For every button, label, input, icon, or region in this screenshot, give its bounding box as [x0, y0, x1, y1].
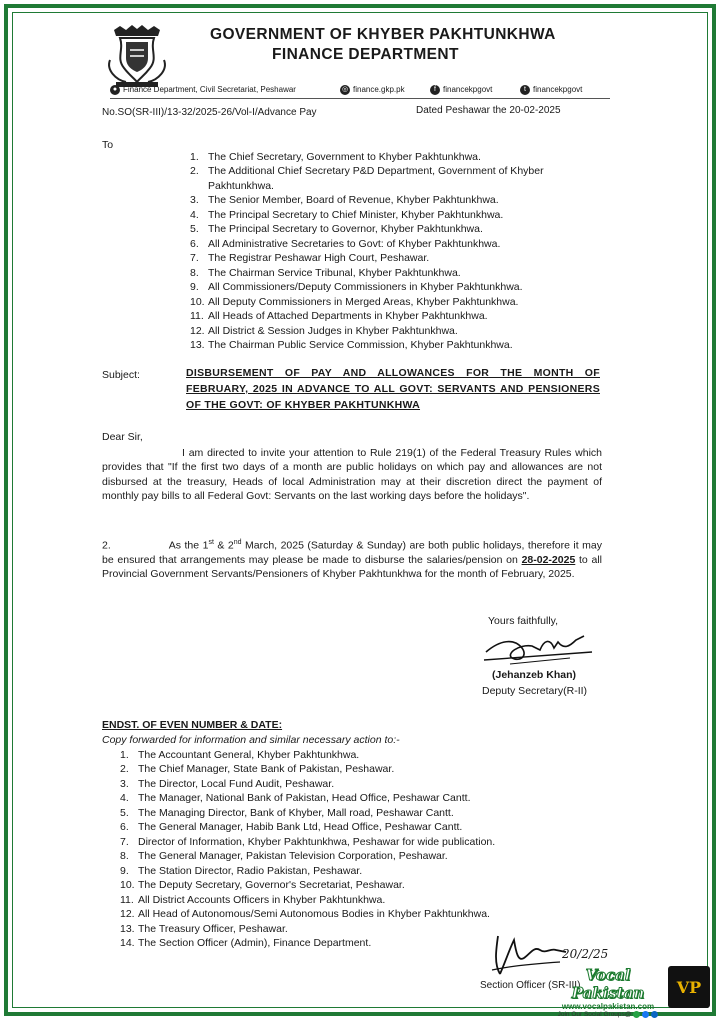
list-item: 9. The Station Director, Radio Pakistan, Peshawar.: [120, 864, 363, 877]
recipient-list: [190, 150, 600, 353]
header-subtitle: FINANCE DEPARTMENT: [272, 46, 459, 63]
deputy-secretary-signature: [480, 630, 600, 670]
twitter-text: financekpgovt: [533, 85, 583, 94]
endorsement-title: ENDST. OF EVEN NUMBER & DATE:: [102, 719, 283, 731]
watermark-social-text: Join Our Social Groups@: [557, 1011, 632, 1018]
globe-icon: ◎: [341, 85, 349, 93]
vocal-pakistan-logo: [668, 966, 710, 1008]
list-item: 11. All District Accounts Officers in Khyber Pakhtunkhwa.: [120, 893, 386, 906]
contact-website: [340, 84, 405, 95]
list-item: 6. All Administrative Secretaries to Govt: of Khyber Pakhtunkhwa.: [190, 237, 501, 250]
paragraph-1: I am directed to invite your attention to Rule 219(1) of the Federal Treasury Rules which provides that "If the first two days of a month are public holidays on which pay and allowances are not disbursed at the treasury, Heads of local Administration may at their discretion direct the payment of monthly pay bills to all Federal Govt: Servants on the last working days before the holidays".: [102, 447, 602, 503]
list-item: 10. The Deputy Secretary, Governor's Secretariat, Peshawar.: [120, 879, 405, 892]
list-item: 7. Director of Information, Khyber Pakhtunkhwa, Peshawar for wide publication.: [120, 835, 496, 848]
closing: Yours faithfully,: [488, 615, 559, 627]
list-item: 14. The Section Officer (Admin), Finance Department.: [120, 937, 372, 950]
salutation: Dear Sir,: [102, 431, 143, 443]
list-item: 4. The Manager, National Bank of Pakistan, Head Office, Peshawar Cantt.: [120, 792, 471, 805]
subject-label: Subject:: [102, 369, 140, 381]
watermark: [548, 966, 668, 1018]
list-item: 3. The Senior Member, Board of Revenue, Khyber Pakhtunkhwa.: [190, 194, 499, 207]
list-item: 13. The Chairman Public Service Commission, Khyber Pakhtunkhwa.: [190, 339, 513, 352]
subject-text: DISBURSEMENT OF PAY AND ALLOWANCES FOR THE MONTH OF FEBRUARY, 2025 IN ADVANCE TO ALL GOVT: SERVANTS AND PENSIONERS OF THE GOVT: OF KHYBER PAKHTUNKHWA: [186, 367, 600, 411]
list-item: 5. The Managing Director, Bank of Khyber, Mall road, Peshawar Cantt.: [120, 806, 454, 819]
contact-twitter: [520, 84, 582, 95]
disbursement-date: 28-02-2025: [521, 553, 576, 566]
signatory-title: Deputy Secretary(R-II): [482, 685, 588, 697]
endorsement-list: [120, 748, 560, 951]
list-item: 4. The Principal Secretary to Chief Minister, Khyber Pakhtunkhwa.: [190, 208, 504, 221]
address-text: Finance Department, Civil Secretariat, Peshawar: [123, 85, 296, 94]
list-item: 10. All Deputy Commissioners in Merged Areas, Khyber Pakhtunkhwa.: [190, 295, 519, 308]
handwritten-date: 20/2/25: [562, 947, 609, 961]
kp-government-emblem: [102, 20, 172, 88]
website-text: finance.gkp.pk: [353, 85, 405, 94]
letter-page: [100, 18, 620, 1003]
list-item: 7. The Registrar Peshawar High Court, Peshawar.: [190, 252, 430, 265]
list-item: 3. The Director, Local Fund Audit, Peshawar.: [120, 777, 335, 790]
whatsapp-icon: [633, 1011, 640, 1018]
endorsement-intro: Copy forwarded for information and similar necessary action to:-: [102, 734, 400, 746]
list-item: 8. The General Manager, Pakistan Television Corporation, Peshawar.: [120, 850, 448, 863]
facebook-icon: [642, 1011, 649, 1018]
section-officer-title: Section Officer (SR-III): [480, 980, 581, 991]
contact-address: [110, 84, 296, 95]
list-item: 12. All District & Session Judges in Khyber Pakhtunkhwa.: [190, 324, 458, 337]
list-item: 5. The Principal Secretary to Governor, Khyber Pakhtunkhwa.: [190, 223, 483, 236]
list-item: 1. The Accountant General, Khyber Pakhtunkhwa.: [120, 749, 360, 761]
facebook-text: financekpgovt: [443, 85, 493, 94]
linkedin-icon: [651, 1011, 658, 1018]
watermark-brand: Vocal Pakistan: [571, 966, 645, 1002]
list-item: 13. The Treasury Officer, Peshawar.: [120, 922, 288, 935]
watermark-social: [548, 1011, 668, 1018]
header-title: GOVERNMENT OF KHYBER PAKHTUNKHWA: [210, 26, 556, 43]
list-item: 12. All Head of Autonomous/Semi Autonomous Bodies in Khyber Pakhtunkhwa.: [120, 908, 490, 921]
contact-facebook: [430, 84, 492, 95]
list-item: 11. All Heads of Attached Departments in Khyber Pakhtunkhwa.: [190, 310, 488, 323]
list-item: 2. The Additional Chief Secretary P&D Department, Government of Khyber Pakhtunkhwa.: [190, 165, 544, 192]
logo-letters: VP: [676, 977, 702, 997]
list-item: 2. The Chief Manager, State Bank of Pakistan, Peshawar.: [120, 763, 395, 776]
header-divider: [110, 98, 610, 99]
list-item: 1. The Chief Secretary, Government to Khyber Pakhtunkhwa.: [190, 151, 481, 163]
letter-number: No.SO(SR-III)/13-32/2025-26/Vol-I/Advance Pay: [102, 107, 317, 118]
list-item: 6. The General Manager, Habib Bank Ltd, Head Office, Peshawar Cantt.: [120, 821, 463, 834]
location-pin-icon: ●: [110, 85, 120, 95]
to-label: To: [102, 139, 114, 151]
facebook-icon: f: [430, 85, 440, 95]
paragraph-2: 2. As the 1st & 2nd March, 2025 (Saturday & Sunday) are both public holidays, therefore it may be ensured that arrangements may please be made to disburse the salaries/pension on 28-02-2025 to all Provincial Government Servants/Pensioners of Khyber Pakhtunkhwa for the month of February, 2025.: [102, 539, 603, 581]
paragraph-2-number: 2.: [102, 539, 111, 552]
list-item: 8. The Chairman Service Tribunal, Khyber Pakhtunkhwa.: [190, 266, 461, 279]
watermark-url: www.vocalpakistan.com: [561, 1002, 655, 1011]
letter-date: Dated Peshawar the 20-02-2025: [416, 105, 561, 116]
list-item: 9. All Commissioners/Deputy Commissioners in Khyber Pakhtunkhwa.: [190, 281, 523, 294]
twitter-icon: t: [520, 85, 530, 95]
signatory-name: (Jehanzeb Khan): [492, 669, 577, 681]
